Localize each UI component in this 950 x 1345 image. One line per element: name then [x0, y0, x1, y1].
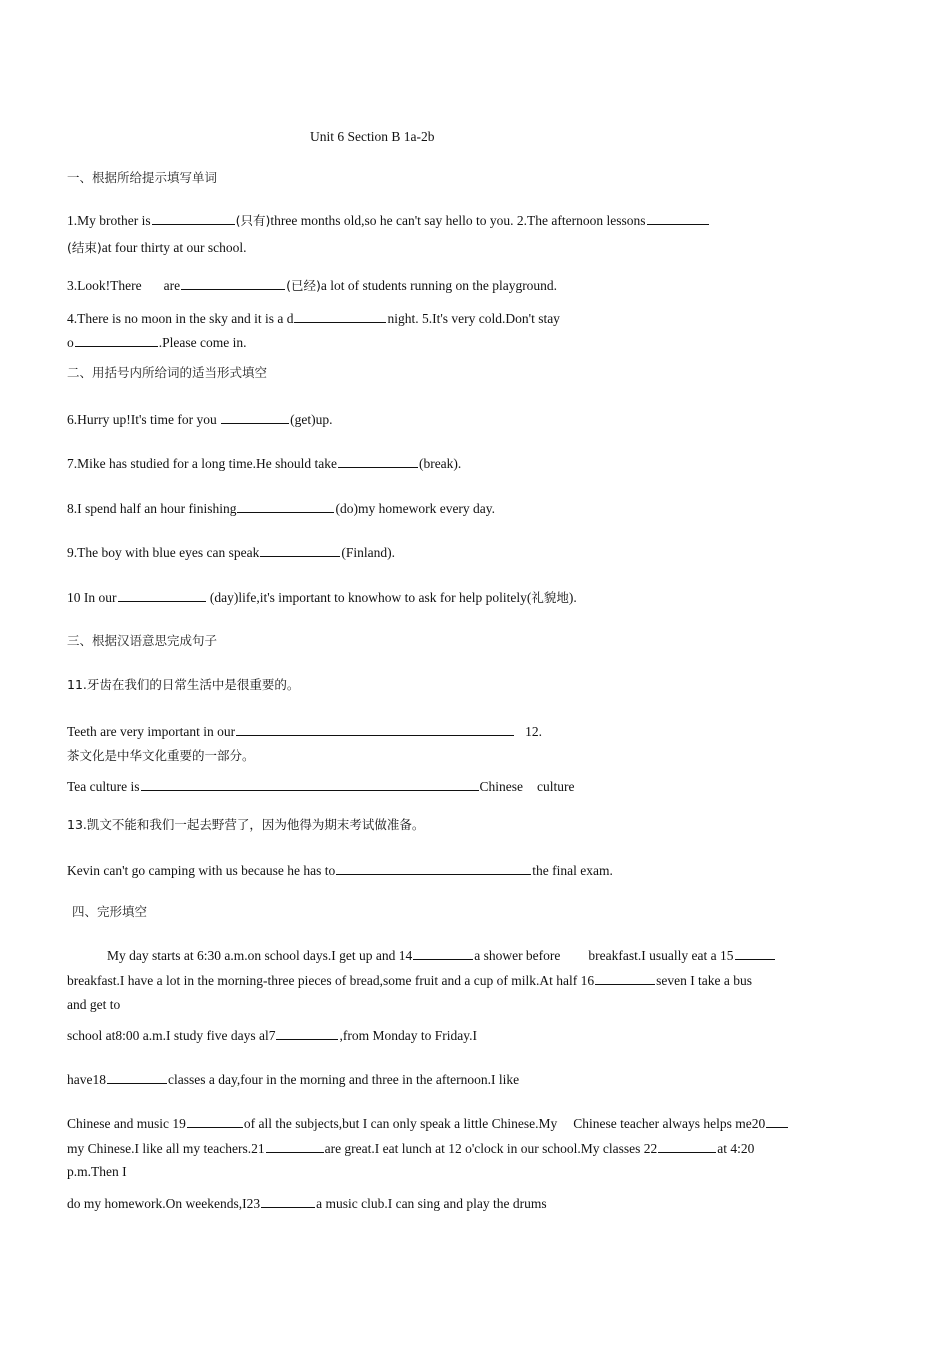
q12-text-b: Chinese [479, 779, 524, 794]
q12-text-a: Tea culture is [67, 779, 140, 794]
q1-blank[interactable] [152, 211, 235, 225]
q8-blank[interactable] [237, 499, 334, 513]
q6-blank[interactable] [221, 410, 289, 424]
section4-heading: 四、完形填空 [72, 904, 148, 919]
q7-text-b: (break). [418, 456, 462, 471]
blank-18[interactable] [107, 1070, 167, 1084]
cloze-text-4a: school at8:00 a.m.I study five days al7 [67, 1028, 276, 1043]
q12-chinese: 茶文化是中华文化重要的一部分。 [67, 748, 255, 763]
cloze-text-1a: My day starts at 6:30 a.m.on school days.I get up and 14 [107, 948, 413, 963]
q5-blank[interactable] [75, 333, 158, 347]
q3-hint: (已经) [286, 278, 321, 293]
question-7 [67, 454, 461, 473]
q10-hint: 礼貌地 [531, 590, 569, 605]
cloze-text-5a: have18 [67, 1072, 106, 1087]
q10-text-a: 10 In our [67, 590, 117, 605]
q2-text-b: at four thirty at our school. [101, 240, 247, 255]
question-11-english [67, 722, 542, 741]
q7-text-a: 7.Mike has studied for a long time.He should take [67, 456, 337, 471]
q3-text-a: 3.Look!There [67, 278, 142, 293]
q11-text: Teeth are very important in our [67, 724, 236, 739]
cloze-text-6a: Chinese and music 19 [67, 1116, 186, 1131]
blank-16[interactable] [595, 971, 655, 985]
blank-20[interactable] [766, 1114, 788, 1128]
q1-hint: (只有) [235, 213, 271, 228]
q5-text-b: .Please come in. [158, 335, 247, 350]
blank-22[interactable] [658, 1139, 716, 1153]
question-6 [67, 410, 333, 429]
section3-heading: 三、根据汉语意思完成句子 [67, 633, 218, 648]
q3-blank[interactable] [181, 276, 285, 290]
q13-blank[interactable] [336, 861, 531, 875]
blank-19[interactable] [187, 1114, 243, 1128]
q6-text-a: 6.Hurry up!It's time for you [67, 412, 217, 427]
q1-text-a: 1.My brother is [67, 213, 151, 228]
q3-text-b: are [163, 278, 181, 293]
question-9 [67, 543, 395, 562]
cloze-line-8: p.m.Then I [67, 1164, 127, 1179]
cloze-text-7a: my Chinese.I like all my teachers.21 [67, 1141, 265, 1156]
cloze-text-4b: ,from Monday to Friday.I [339, 1028, 477, 1043]
q7-blank[interactable] [338, 454, 418, 468]
q6-text-b: (get)up. [290, 412, 333, 427]
cloze-line-5 [67, 1070, 519, 1089]
q13-chinese: 13.凯文不能和我们一起去野营了，因为他得为期末考试做准备。 [67, 817, 425, 832]
q11-blank[interactable] [236, 722, 514, 736]
cloze-text-5b: classes a day,four in the morning and three in the afternoon.I like [167, 1072, 520, 1087]
blank-21[interactable] [266, 1139, 324, 1153]
q2-hint: (结束) [67, 240, 102, 255]
cloze-text-6b: of all the subjects,but I can only speak a little Chinese.My [243, 1116, 558, 1131]
q10-text-b: (day)life,it's important to knowhow to ask for help politely( [209, 590, 532, 605]
section1-heading: 一、根据所给提示填写单词 [67, 170, 218, 185]
cloze-text-7b: are great.I eat lunch at 12 o'clock in our school.My classes 22 [324, 1141, 658, 1156]
cloze-text-2b: seven I take a bus [656, 973, 753, 988]
q10-blank[interactable] [118, 588, 206, 602]
q3-text-c: a lot of students running on the playground. [320, 278, 558, 293]
q12-number: 12. [525, 724, 542, 739]
q1-text-b: three months old,so he can't say hello to you. 2.The afternoon lessons [270, 213, 646, 228]
q12-blank[interactable] [141, 777, 479, 791]
blank-15[interactable] [735, 946, 775, 960]
blank-17[interactable] [276, 1026, 338, 1040]
section2-heading: 二、用括号内所给词的适当形式填空 [67, 365, 268, 380]
q9-text-b: (Finland). [341, 545, 395, 560]
cloze-text-9b: a music club.I can sing and play the drums [316, 1196, 547, 1211]
cloze-line-2 [67, 971, 752, 990]
q8-text-a: 8.I spend half an hour finishing [67, 501, 237, 516]
q12-text-c: culture [537, 779, 575, 794]
cloze-text-2a: breakfast.I have a lot in the morning-three pieces of bread,some fruit and a cup of milk.At half 16 [67, 973, 595, 988]
cloze-text-9a: do my homework.On weekends,I23 [67, 1196, 261, 1211]
cloze-text-1b: a shower before [474, 948, 561, 963]
q13-text-a: Kevin can't go camping with us because he has to [67, 863, 336, 878]
q4-text-a: 4.There is no moon in the sky and it is a d [67, 311, 294, 326]
page-title: Unit 6 Section B 1a-2b [310, 129, 435, 144]
q11-chinese: 11.牙齿在我们的日常生活中是很重要的。 [67, 677, 300, 692]
question-10 [67, 588, 577, 607]
cloze-line-7 [67, 1139, 754, 1158]
cloze-text-6c: Chinese teacher always helps me20 [573, 1116, 766, 1131]
question-12-english [67, 777, 575, 796]
cloze-line-9 [67, 1194, 547, 1213]
question-8 [67, 499, 495, 518]
blank-14[interactable] [413, 946, 473, 960]
q5-text-a: o [67, 335, 74, 350]
question-3 [67, 276, 557, 295]
cloze-line-4 [67, 1026, 477, 1045]
question-1 [67, 211, 710, 230]
cloze-line-3: and get to [67, 997, 121, 1012]
q2-blank[interactable] [647, 211, 709, 225]
question-2-cont [67, 239, 246, 257]
cloze-line-1 [107, 946, 776, 965]
q8-text-b: (do)my homework every day. [335, 501, 496, 516]
cloze-text-7c: at 4:20 [717, 1141, 755, 1156]
q13-text-b: the final exam. [532, 863, 613, 878]
q10-text-c: ). [568, 590, 577, 605]
q9-blank[interactable] [260, 543, 340, 557]
blank-23[interactable] [261, 1194, 315, 1208]
q4-blank[interactable] [294, 309, 386, 323]
question-4 [67, 309, 560, 328]
q9-text-a: 9.The boy with blue eyes can speak [67, 545, 260, 560]
question-13-english [67, 861, 613, 880]
cloze-text-1c: breakfast.I usually eat a 15 [588, 948, 734, 963]
cloze-line-6 [67, 1114, 789, 1133]
q4-text-b: night. 5.It's very cold.Don't stay [387, 311, 560, 326]
question-5-cont [67, 333, 246, 352]
